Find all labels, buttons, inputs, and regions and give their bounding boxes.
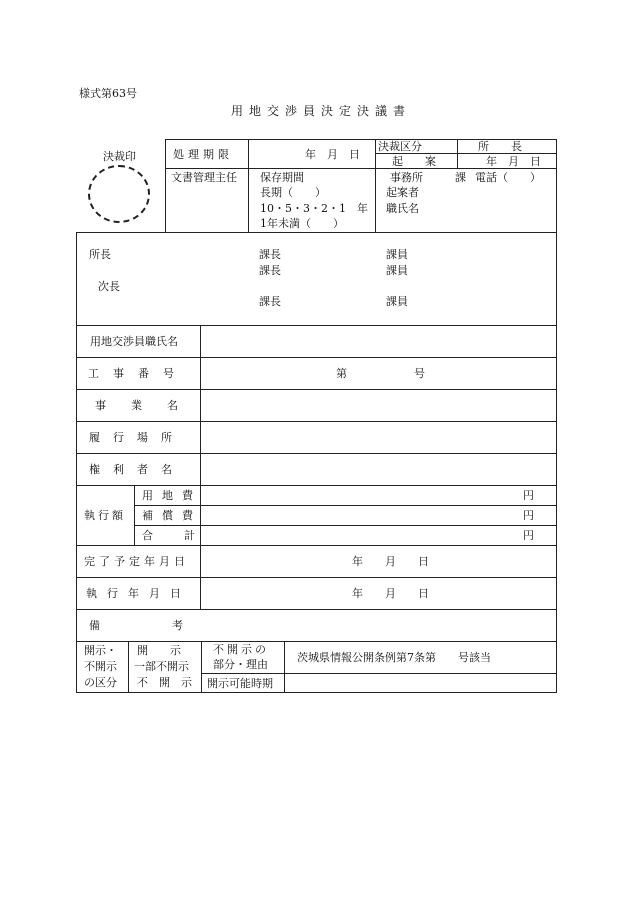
land-cost-yen: 円: [523, 489, 534, 502]
scheduled-completion-date: 年 月 日: [352, 555, 429, 568]
land-cost-label: 用地費: [142, 489, 202, 502]
scheduled-completion-label: 完了予定年月日: [84, 555, 189, 568]
compensation-cost-label: 補償費: [142, 509, 202, 522]
document-title: 用地交渉員決定決議書: [231, 104, 412, 118]
disclosure-option-disclose: 開 示: [137, 644, 181, 657]
remarks-label: 備考: [89, 619, 255, 632]
processing-period-label: 処理期限: [173, 148, 233, 161]
office-label: 事務所: [390, 171, 423, 184]
approver-section-chief-1: 課長: [259, 248, 281, 261]
retention-long-term: 長期（ ）: [260, 186, 326, 199]
disclosure-option-non: 不 開 示: [137, 676, 192, 689]
disclosure-category-line3: の区分: [84, 676, 117, 689]
disclosure-option-partial: 一部不開示: [134, 660, 189, 673]
approver-staff-3: 課員: [386, 295, 408, 308]
retention-years: 10・5・3・2・1 年: [260, 202, 368, 215]
drafter-label: 起案者: [386, 186, 419, 199]
form-number: 様式第63号: [79, 87, 137, 100]
disclosure-reason-line2: 部分・理由: [213, 658, 268, 671]
retention-label: 保存期間: [260, 171, 304, 184]
approver-staff-1: 課員: [386, 248, 408, 261]
document-manager-label: 文書管理主任: [171, 171, 237, 184]
execution-date-label: 執行年月日: [86, 587, 191, 600]
disclosure-reason-line1: 不開示の: [213, 643, 269, 656]
approval-seal-circle: [88, 165, 150, 223]
work-number-suffix: 号: [414, 367, 425, 380]
approver-section-chief-3: 課長: [259, 295, 281, 308]
project-name-label: 事業名: [95, 399, 203, 412]
execution-date-date: 年 月 日: [352, 587, 429, 600]
rights-holder-label: 権利者名: [89, 463, 185, 476]
approver-deputy: 次長: [98, 280, 120, 293]
drafting-date: 年 月 日: [486, 155, 541, 168]
approver-section-chief-2: 課長: [259, 264, 281, 277]
approver-staff-2: 課員: [386, 264, 408, 277]
approval-seal-label: 決裁印: [103, 150, 136, 163]
execution-amount-label: 執行額: [84, 509, 126, 522]
approver-chief: 所長: [89, 248, 111, 261]
disclosable-time-label: 開示可能時期: [207, 677, 273, 690]
office-phone: 電話（ ）: [475, 171, 541, 184]
work-number-prefix: 第: [336, 367, 347, 380]
retention-under-one: 1年未満（ ）: [260, 217, 344, 230]
disclosure-reason-value: 茨城県情報公開条例第7条第 号該当: [297, 651, 491, 664]
position-name-label: 職氏名: [386, 202, 419, 215]
total-label: 合計: [142, 529, 226, 542]
total-yen: 円: [523, 529, 534, 542]
location-label: 履行場所: [89, 431, 185, 444]
office-section: 課: [455, 171, 466, 184]
negotiator-label: 用地交渉員職氏名: [90, 335, 178, 348]
approval-category-label: 決裁区分: [378, 140, 422, 153]
compensation-cost-yen: 円: [523, 509, 534, 522]
disclosure-category-line2: 不開示: [84, 660, 117, 673]
approval-category-value: 所 長: [478, 140, 522, 153]
processing-period-date: 年 月 日: [305, 148, 360, 161]
work-number-label: 工事番号: [88, 367, 188, 380]
drafting-label: 起 案: [392, 155, 436, 168]
disclosure-category-line1: 開示・: [84, 644, 117, 657]
